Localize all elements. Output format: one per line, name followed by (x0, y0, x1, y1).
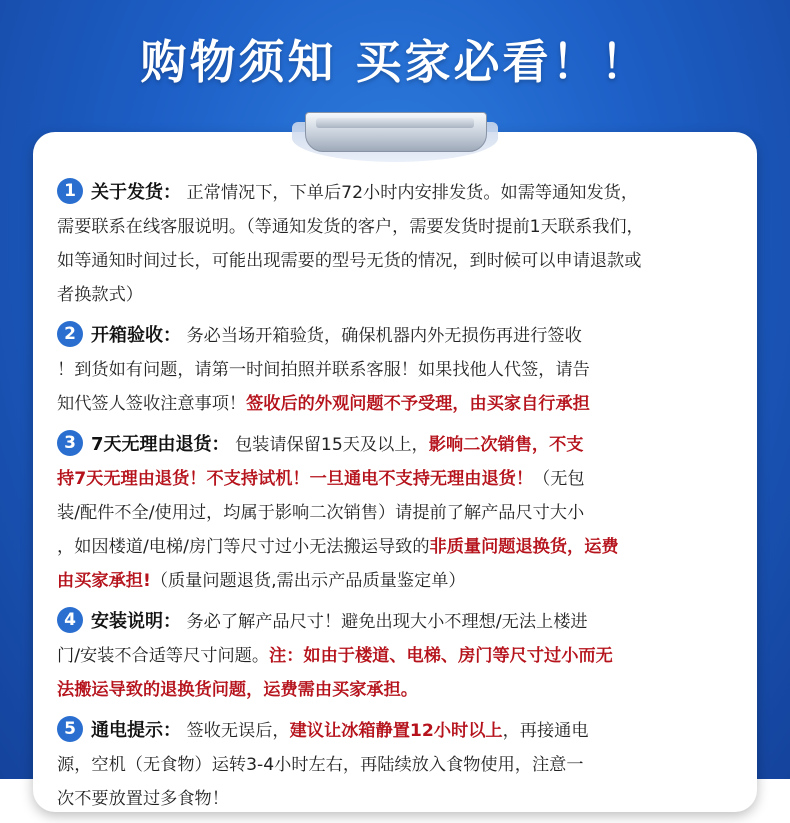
item-heading: 关于发货： (91, 182, 181, 203)
body-text: ，再接通电 (502, 721, 589, 741)
notice-line (57, 530, 747, 564)
body-text: 务必当场开箱验货，确保机器内外无损伤再进行签收 (181, 326, 582, 346)
notice-line (57, 278, 747, 312)
item-heading: 7天无理由退货： (91, 434, 230, 455)
item-heading: 安装说明： (91, 611, 181, 632)
body-text: 装/配件不全/使用过，均属于影响二次销售）请提前了解产品尺寸大小 (57, 503, 585, 523)
notice-line (57, 176, 747, 210)
notice-line (57, 564, 747, 598)
number-badge: 1 (57, 178, 83, 204)
notice-line (57, 639, 747, 673)
body-text: 知代签人签收注意事项！ (57, 394, 247, 414)
warning-text: 签收后的外观问题不予受理，由买家自行承担 (246, 394, 590, 414)
notice-item (57, 176, 747, 312)
body-text: 源，空机（无食物）运转3-4小时左右，再陆续放入食物使用，注意一 (57, 755, 584, 775)
body-text: （无包 (533, 469, 585, 489)
notice-line (57, 673, 747, 707)
warning-text: 注：如由于楼道、电梯、房门等尺寸过小而无 (269, 646, 613, 666)
body-text: 务必了解产品尺寸！避免出现大小不理想/无法上楼进 (181, 612, 588, 632)
body-text: 签收无误后， (181, 721, 290, 741)
notice-line (57, 462, 747, 496)
notice-line (57, 210, 747, 244)
notice-item (57, 714, 747, 816)
notice-line (57, 244, 747, 278)
notice-line (57, 496, 747, 530)
body-text: ！到货如有问题，请第一时间拍照并联系客服！如果找他人代签，请告 (57, 360, 590, 380)
body-text: 门/安装不合适等尺寸问题。 (57, 646, 270, 666)
body-text: 次不要放置过多食物！ (57, 789, 229, 809)
body-text: 者换款式） (57, 285, 143, 305)
body-text: 正常情况下，下单后72小时内安排发货。如需等通知发货， (181, 183, 639, 203)
notice-item (57, 428, 747, 598)
warning-text: 由买家承担! (57, 571, 151, 591)
notice-line (57, 428, 747, 462)
warning-text: 建议让冰箱静置12小时以上 (289, 721, 503, 741)
notice-line (57, 353, 747, 387)
body-text: ，如因楼道/电梯/房门等尺寸过小无法搬运导致的 (57, 537, 430, 557)
warning-text: 非质量问题退换货，运费 (429, 537, 619, 557)
item-heading: 通电提示： (91, 720, 181, 741)
clipboard-clip-bar (316, 118, 474, 128)
page-title: 购物须知 买家必看！！ (140, 35, 650, 89)
notice-line (57, 319, 747, 353)
number-badge: 3 (57, 430, 83, 456)
warning-text: 持7天无理由退货！不支持试机！一旦通电不支持无理由退货！ (57, 469, 534, 489)
notice-line (57, 605, 747, 639)
item-heading: 开箱验收： (91, 325, 181, 346)
notice-line (57, 387, 747, 421)
notice-line (57, 748, 747, 782)
number-badge: 5 (57, 716, 83, 742)
body-text: （质量问题退货,需出示产品质量鉴定单） (150, 571, 466, 591)
notice-line (57, 714, 747, 748)
warning-text: 法搬运导致的退换货问题，运费需由买家承担。 (57, 680, 418, 700)
number-badge: 2 (57, 321, 83, 347)
body-text: 如等通知时间过长，可能出现需要的型号无货的情况，到时候可以申请退款或 (57, 251, 642, 271)
notice-list (57, 176, 747, 823)
number-badge: 4 (57, 607, 83, 633)
warning-text: 影响二次销售，不支 (428, 435, 584, 455)
notice-item (57, 605, 747, 707)
body-text: 包装请保留15天及以上， (229, 435, 429, 455)
notice-line (57, 782, 747, 816)
notice-item (57, 319, 747, 421)
body-text: 需要联系在线客服说明。（等通知发货的客户，需要发货时提前1天联系我们， (57, 217, 644, 237)
